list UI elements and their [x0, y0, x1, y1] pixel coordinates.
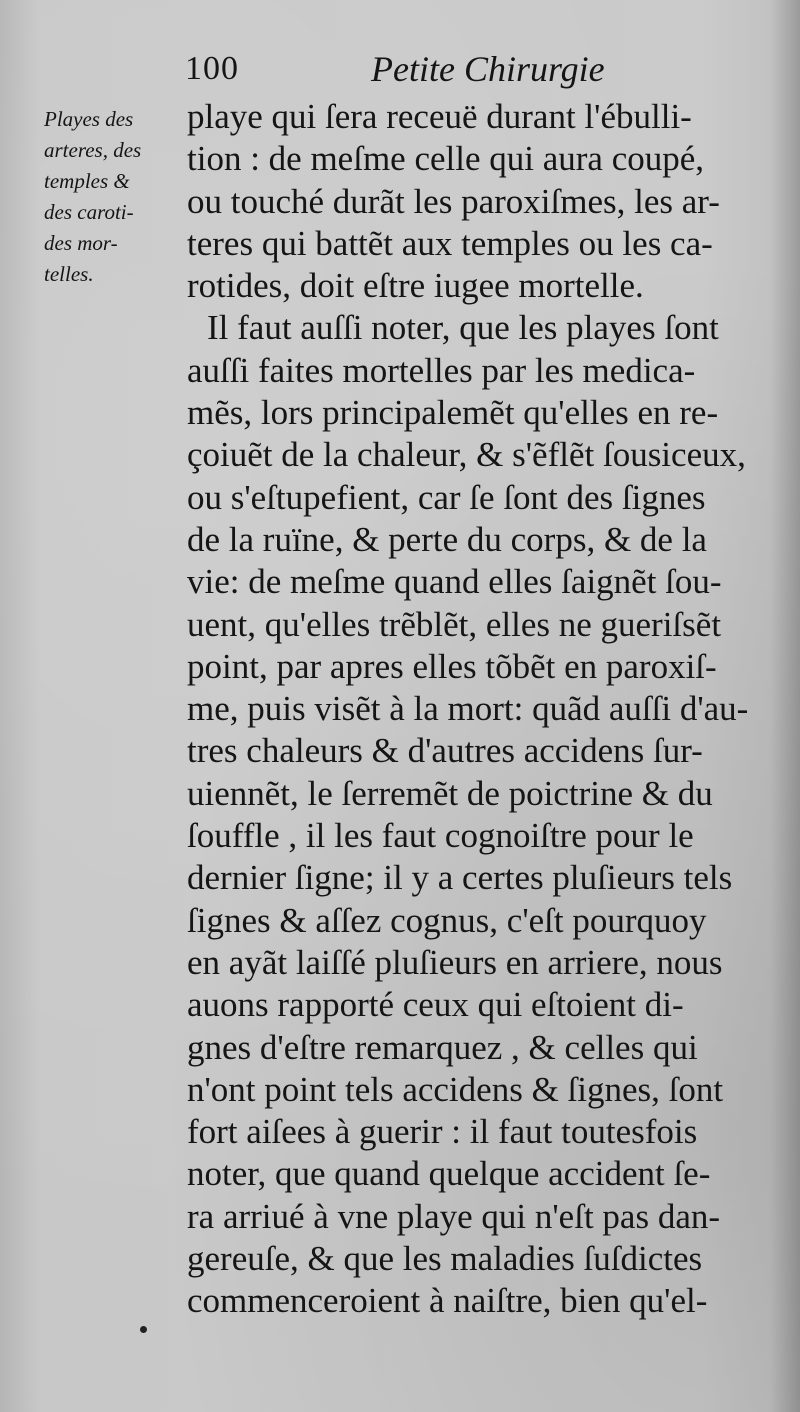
text-line: en ayãt laiſſé pluſieurs en arriere, nous [187, 942, 723, 982]
text-line: gnes d'eſtre remarquez , & celles qui [187, 1027, 698, 1067]
ink-speck [140, 1326, 147, 1333]
text-line: ſignes & aſſez cognus, c'eſt pourquoy [187, 900, 707, 940]
text-line: tion : de meſme celle qui aura coupé, [187, 139, 705, 179]
marginal-note-line: des caroti- [44, 200, 134, 224]
text-line: gereuſe, & que les maladies ſuſdictes [187, 1239, 703, 1279]
text-line: ra arriué à vne playe qui n'eſt pas dan- [187, 1196, 721, 1236]
text-line: point, par apres elles tõbẽt en paroxiſ- [187, 646, 717, 686]
text-line: auſſi faites mortelles par les medica- [187, 350, 696, 390]
page-header [185, 46, 625, 94]
text-line: uiennẽt, le ſerremẽt de poictrine & du [187, 773, 713, 813]
running-title: Petite Chirurgie [371, 49, 605, 89]
text-line: de la ruïne, & perte du corps, & de la [187, 519, 707, 559]
marginal-note-line: Playes des [44, 107, 134, 131]
text-line: çoiuẽt de la chaleur, & s'ẽflẽt ſousiceux, [187, 435, 746, 475]
text-line: vie: de meſme quand elles ſaignẽt ſou- [187, 562, 722, 602]
text-line: ou s'eſtupefient, car ſe ſont des ſignes [187, 477, 706, 517]
text-line: noter, que quand quelque accident ſe- [187, 1154, 711, 1194]
marginal-note [44, 104, 180, 290]
page-number: 100 [185, 50, 239, 87]
body-text [187, 96, 767, 1323]
text-line: mẽs, lors principalemẽt qu'elles en re- [187, 393, 719, 433]
text-line: playe qui ſera receuë durant l'ébulli- [187, 97, 692, 136]
text-line: tres chaleurs & d'autres accidens ſur- [187, 731, 703, 771]
paragraph-start-line: Il faut auſſi noter, que les playes ſont [207, 308, 719, 348]
text-line: rotides, doit eſtre iugee mortelle. [187, 266, 644, 306]
text-line: n'ont point tels accidens & ſignes, ſont [187, 1069, 724, 1109]
text-line: ſouffle , il les faut cognoiſtre pour le [187, 816, 694, 856]
text-line: dernier ſigne; il y a certes pluſieurs tels [187, 858, 733, 898]
text-line: uent, qu'elles trẽblẽt, elles ne gueriſsẽt [187, 604, 722, 644]
marginal-note-line: des mor- [44, 231, 118, 255]
text-line: teres qui battẽt aux temples ou les ca- [187, 223, 713, 263]
marginal-note-line: telles. [44, 262, 94, 286]
text-line: commenceroient à naiſtre, bien qu'el- [187, 1281, 708, 1321]
text-line: me, puis visẽt à la mort: quãd auſſi d'au- [187, 689, 749, 729]
text-line: auons rapporté ceux qui eſtoient di- [187, 985, 684, 1025]
text-line: ou touché durãt les paroxiſmes, les ar- [187, 181, 720, 221]
marginal-note-line: arteres, des [44, 138, 142, 162]
marginal-note-line: temples & [44, 169, 130, 193]
text-line: fort aiſees à guerir : il faut toutesfois [187, 1112, 698, 1152]
